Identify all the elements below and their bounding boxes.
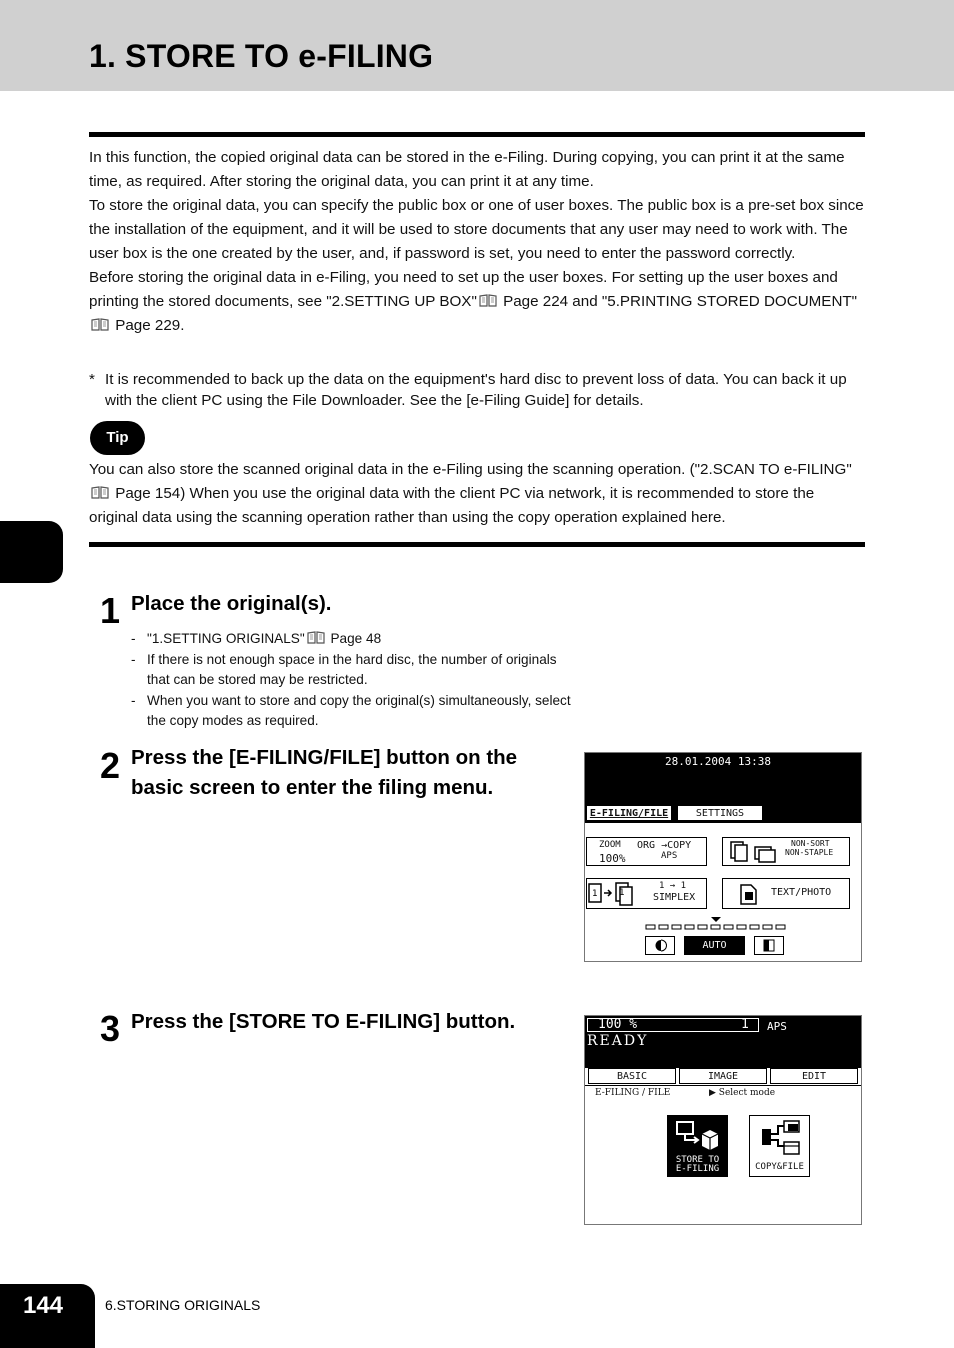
text-photo-label: TEXT/PHOTO xyxy=(771,887,832,898)
simplex-label: SIMPLEX xyxy=(653,892,696,903)
list-item xyxy=(131,629,571,650)
step-2-title: Press the [E-FILING/FILE] button on the basic screen to enter the filing menu. xyxy=(131,746,518,799)
auto-density-button[interactable] xyxy=(684,936,745,955)
intro-paragraph-1: In this function, the copied original data can be stored in the e-Filing. During copying, you can print it at the same time, as required. After storing the original data, you can print it at any time. xyxy=(89,149,845,190)
tab-e-filing-file[interactable]: E-FILING/FILE xyxy=(587,806,671,820)
step-1-number: 1 xyxy=(100,590,121,631)
step-3-number: 3 xyxy=(100,1008,121,1049)
density-darker-icon xyxy=(755,937,783,954)
note-text: It is recommended to back up the data on the equipment's hard disc to prevent loss of data. You can back it up with the client PC using the File Downloader. See the [e-Filing Guide] for details. xyxy=(105,371,847,409)
aps-status: APS xyxy=(767,1020,787,1033)
note-marker: * xyxy=(89,371,95,388)
tab-edit[interactable]: EDIT xyxy=(771,1069,857,1083)
store-to-e-filing-button[interactable] xyxy=(667,1115,728,1177)
finishing-button[interactable] xyxy=(722,837,850,866)
non-staple-label: NON-STAPLE xyxy=(785,848,834,857)
zoom-org-copy-button[interactable] xyxy=(586,837,707,866)
tab-image[interactable]: IMAGE xyxy=(680,1069,766,1083)
copy-count: 1 xyxy=(741,1017,749,1032)
tab-divider xyxy=(585,1085,862,1086)
top-rule xyxy=(89,132,865,137)
bullet-1-text-b: Page 48 xyxy=(326,631,382,646)
darker-button[interactable] xyxy=(754,936,784,955)
tip-text xyxy=(89,458,867,530)
section-name: 6.STORING ORIGINALS xyxy=(105,1297,261,1313)
store-label-line-2: E-FILING xyxy=(675,1164,720,1174)
copy-and-file-button[interactable] xyxy=(749,1115,810,1177)
book-reference-icon xyxy=(479,294,497,307)
breadcrumb: E-FILING / FILE xyxy=(595,1088,671,1098)
svg-text:1: 1 xyxy=(592,889,598,899)
zoom-label: ZOOM xyxy=(599,840,621,850)
original-type-icon xyxy=(737,882,761,906)
org-copy-label: ORG →COPY xyxy=(637,840,692,851)
copy-and-file-icon xyxy=(756,1120,804,1158)
e-filing-menu-display xyxy=(584,1015,862,1225)
simplex-button[interactable] xyxy=(586,878,707,909)
intro-text xyxy=(89,146,867,338)
zoom-readout: 100 % xyxy=(587,1018,759,1032)
simplex-ratio: 1 → 1 xyxy=(659,881,687,891)
density-scale xyxy=(643,916,791,932)
book-reference-icon xyxy=(91,486,109,499)
step-1-bullets xyxy=(131,629,571,732)
book-reference-icon xyxy=(307,631,325,644)
chapter-side-tab xyxy=(0,521,63,583)
copy-and-file-label: COPY&FILE xyxy=(755,1162,804,1172)
svg-text:1: 1 xyxy=(619,888,625,898)
intro-p3-part-c: Page 229. xyxy=(111,317,185,334)
note xyxy=(89,369,865,411)
step-3-title: Press the [STORE TO E-FILING] button. xyxy=(131,1010,516,1033)
bottom-rule xyxy=(89,542,865,547)
zoom-value: 100% xyxy=(599,852,626,865)
tab-settings[interactable]: SETTINGS xyxy=(678,806,762,820)
tip-text-part-a: You can also store the scanned original data in the e-Filing using the scanning operation. ("2.SCAN TO e-FILING" xyxy=(89,461,852,478)
tip-text-part-b: Page 154) When you use the original data with the client PC via network, it is recommended to store the original data using the scanning operation rather than using the copy operation explained here. xyxy=(89,485,815,526)
auto-label: AUTO xyxy=(702,940,727,951)
tip-badge: Tip xyxy=(90,421,145,455)
intro-paragraph-3 xyxy=(89,266,867,338)
book-reference-icon xyxy=(91,318,109,331)
step-1-title: Place the original(s). xyxy=(131,592,332,615)
page-title: 1. STORE TO e-FILING xyxy=(89,38,434,74)
list-item xyxy=(131,650,571,691)
intro-p3-part-a: Before storing the original data in e-Filing, you need to set up the user boxes. For setting up the user boxes and printing the stored documents, see "2.SETTING UP BOX" xyxy=(89,269,838,310)
ready-status: READY xyxy=(587,1033,649,1049)
list-item xyxy=(131,691,571,732)
bullet-1-text-a: "1.SETTING ORIGINALS" xyxy=(147,631,305,646)
intro-paragraph-2: To store the original data, you can specify the public box or one of user boxes. The public box is a pre-set box since the installation of the equipment, and it will be used to store documents that any user may need to work with. The user box is the one created by the user, and, if password is set, you need to enter the password correctly. xyxy=(89,197,864,262)
bullet-3-text: When you want to store and copy the original(s) simultaneously, select the copy modes as required. xyxy=(147,692,571,728)
step-2-number: 2 xyxy=(100,745,121,786)
intro-p3-part-b: Page 224 and "5.PRINTING STORED DOCUMENT" xyxy=(498,293,858,310)
lighter-button[interactable] xyxy=(645,936,675,955)
tab-basic[interactable]: BASIC xyxy=(589,1069,675,1083)
store-label-line-1: STORE TO xyxy=(675,1155,720,1165)
non-sort-label: NON-SORT xyxy=(791,839,830,848)
basic-screen-display xyxy=(584,752,862,962)
text-photo-button[interactable] xyxy=(722,878,850,909)
duplex-mode-icon xyxy=(587,881,639,907)
page-number: 144 xyxy=(22,1292,64,1319)
density-lighter-icon xyxy=(646,937,674,954)
store-to-e-filing-icon xyxy=(674,1120,722,1154)
aps-label: APS xyxy=(661,851,678,861)
bullet-2-text: If there is not enough space in the hard disc, the number of originals that can be stored may be restricted. xyxy=(147,651,557,687)
sort-pages-icon xyxy=(729,841,777,863)
select-mode-hint: ▶ Select mode xyxy=(709,1088,776,1098)
screen-datetime: 28.01.2004 13:38 xyxy=(665,755,771,768)
